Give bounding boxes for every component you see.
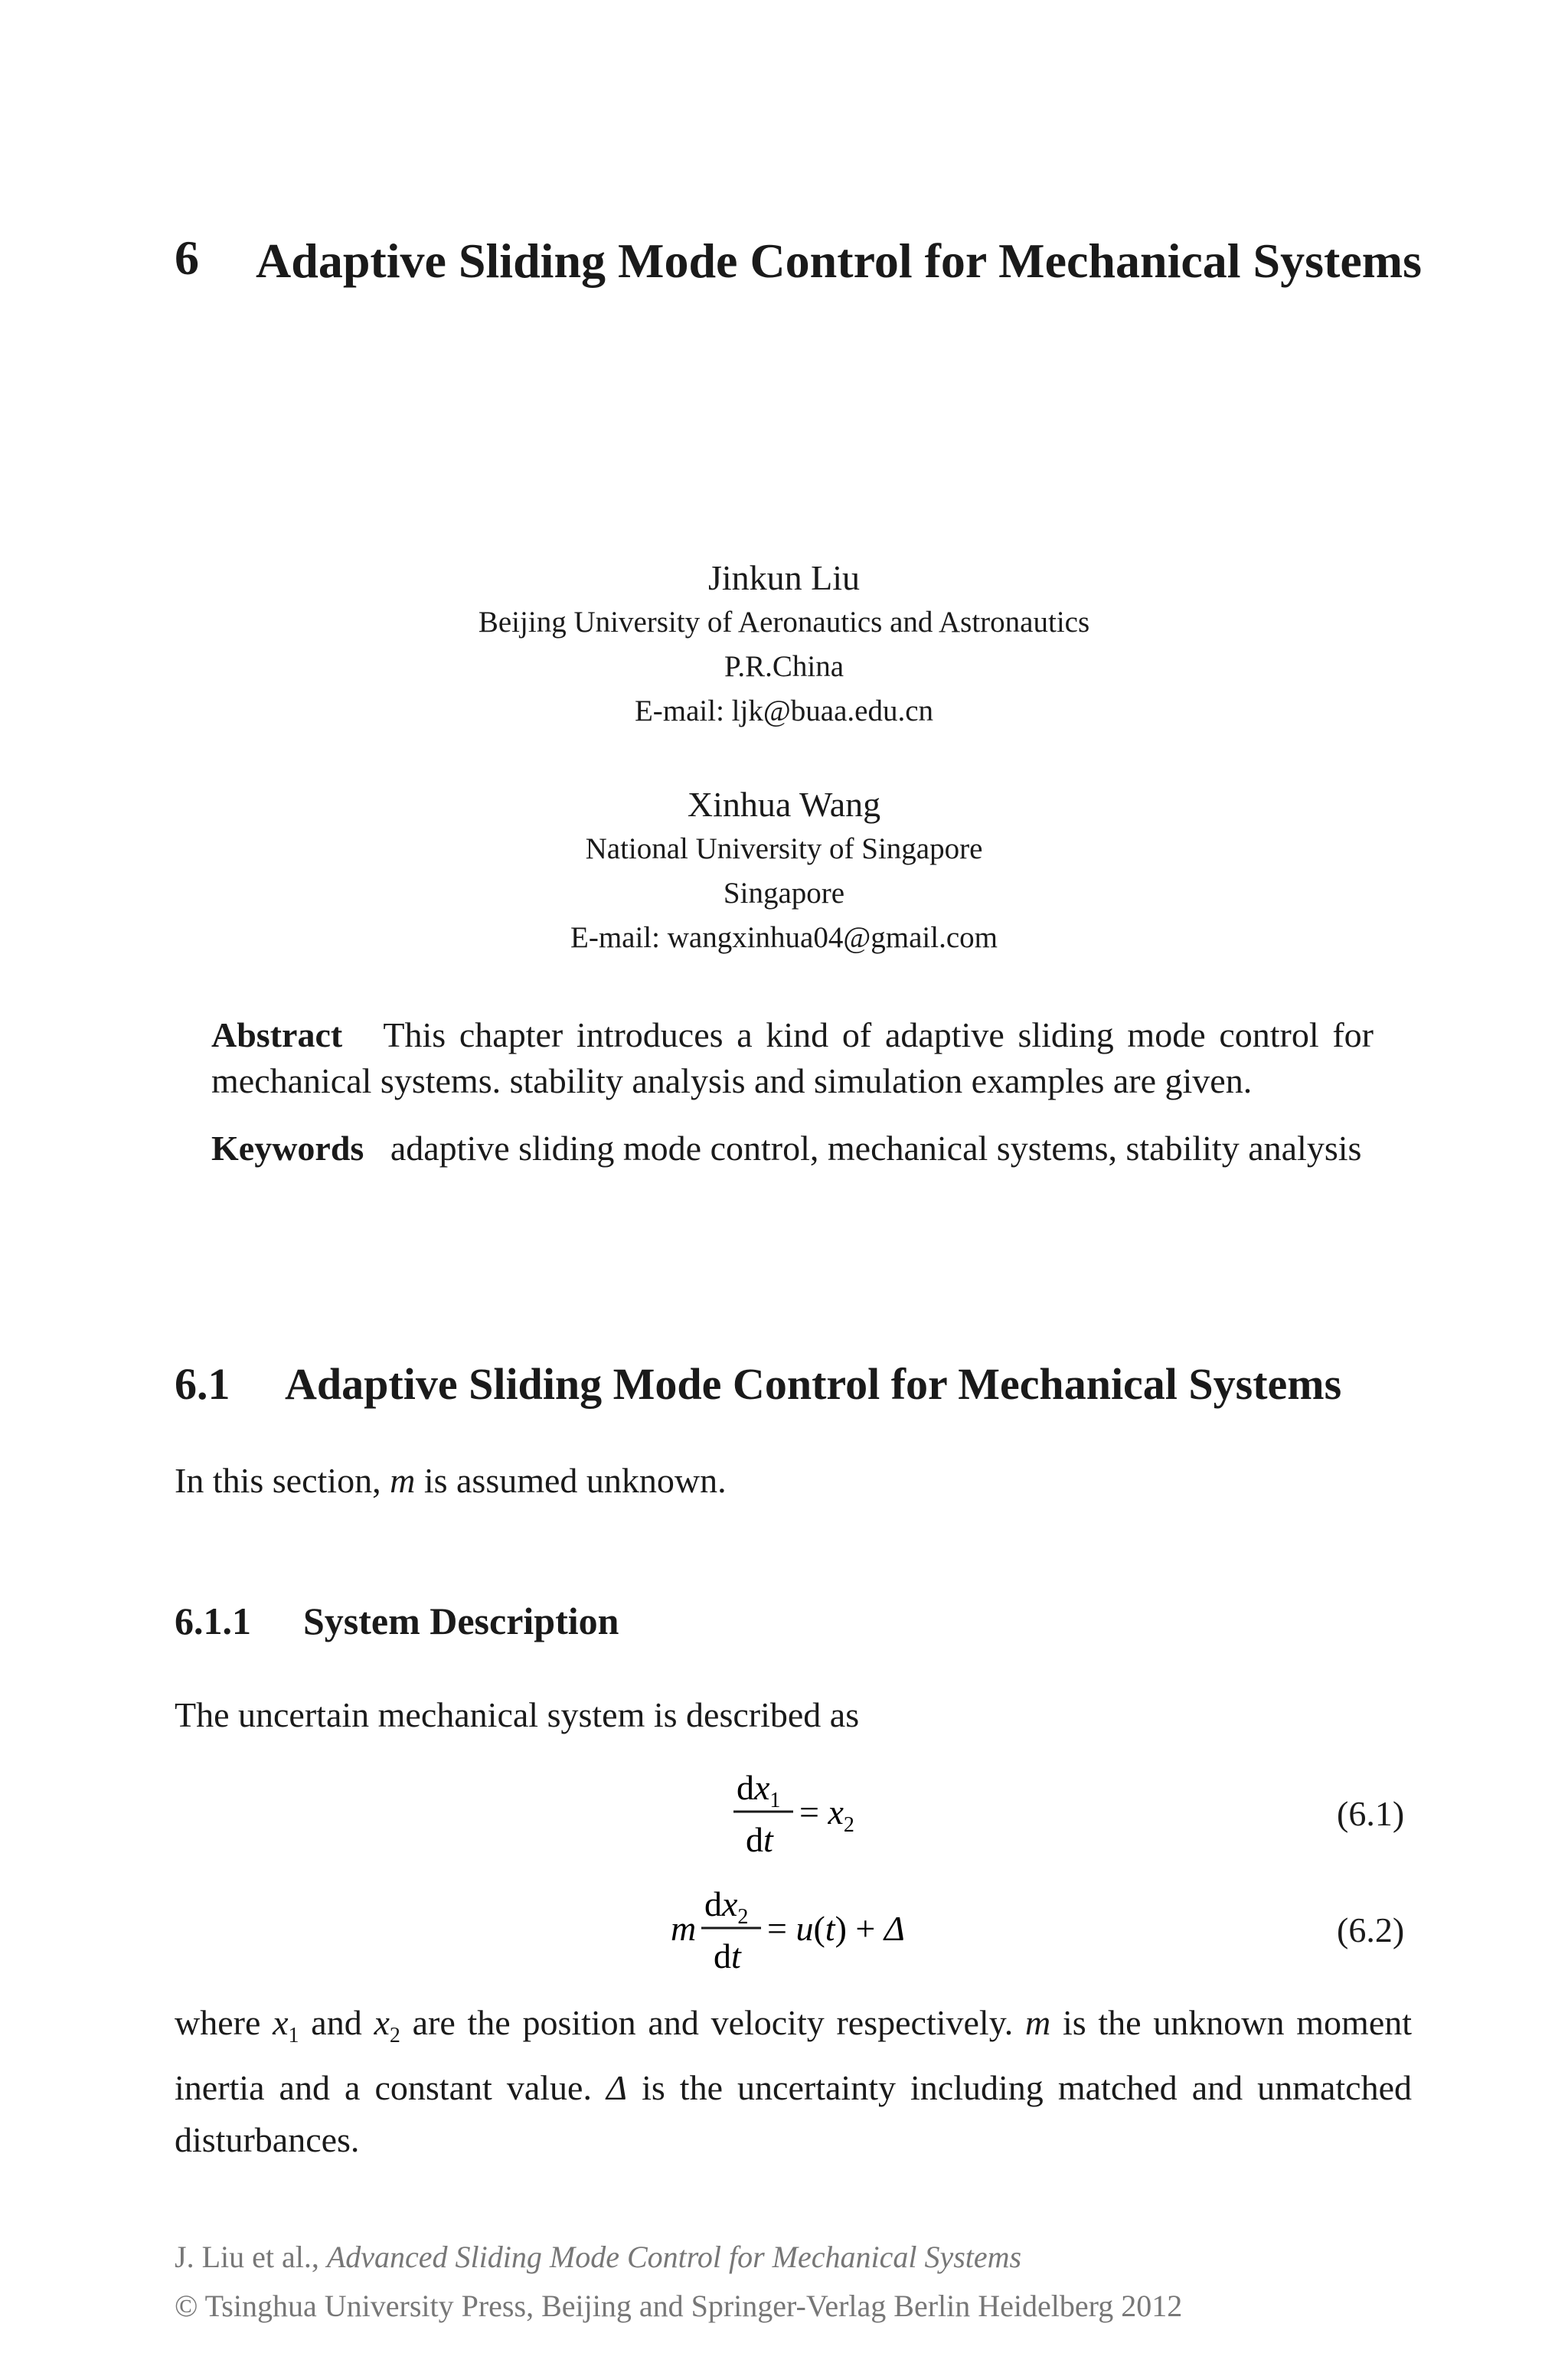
keywords <box>211 1126 1374 1172</box>
variable-description: where $x_1$ and $x_2$ are the position and velocity respectively. m is the unknown moment inertia and a constant value. Δ is the uncertainty including matched and unmatched disturbances. <box>175 2003 1413 2160</box>
section-intro-var: m <box>390 1461 416 1500</box>
author-email: E-mail: wangxinhua04@gmail.com <box>570 921 998 954</box>
desc-text: are the position and velocity respectively. <box>400 2003 1025 2042</box>
abstract-text: This chapter introduces a kind of adaptive sliding mode control for mechanical systems. stability analysis and simulation examples are given. <box>211 1015 1374 1100</box>
subsection-number: 6.1.1 <box>175 1600 251 1642</box>
abstract <box>211 1012 1374 1104</box>
author-block-2 <box>0 784 1568 965</box>
eq1-rhs: = $x_2$ <box>799 1792 854 1837</box>
footer-copyright: © Tsinghua University Press, Beijing and Springer-Verlag Berlin Heidelberg 2012 <box>175 2289 1183 2323</box>
author-block-1 <box>0 557 1568 738</box>
author-name: Jinkun Liu <box>707 558 861 597</box>
desc-text: is the unknown moment inertia and a constant value. <box>175 2003 1413 2108</box>
equation-6-2 <box>666 1877 942 1985</box>
section-title: Adaptive Sliding Mode Control for Mechanical Systems <box>285 1359 1342 1409</box>
desc-text: is the uncertainty including matched and unmatched disturbances. <box>175 2068 1412 2160</box>
eq2-numerator: $dx_2$ <box>704 1884 749 1929</box>
eq1-numerator: $dx_1$ <box>737 1768 781 1812</box>
equation-number-6-1: (6.1) <box>1337 1794 1405 1833</box>
equation-number-6-2: (6.2) <box>1337 1910 1405 1949</box>
desc-text: and <box>299 2003 374 2042</box>
author-affiliation: Beijing University of Aeronautics and Astronautics <box>478 606 1090 639</box>
eq2-m: m <box>671 1909 697 1948</box>
author-email: E-mail: ljk@buaa.edu.cn <box>634 694 934 727</box>
author-country: P.R.China <box>724 650 844 683</box>
section-number: 6.1 <box>175 1359 230 1409</box>
footer-authors: J. Liu et al., <box>175 2240 327 2274</box>
eq2-denominator: dt <box>714 1936 741 1975</box>
author-affiliation: National University of Singapore <box>585 832 983 865</box>
footer-citation <box>175 2239 1021 2275</box>
chapter-number: 6 <box>175 230 199 285</box>
subsection-title: System Description <box>303 1600 619 1642</box>
author-name: Xinhua Wang <box>687 785 881 824</box>
eq2-rhs: = u(t) + Δ <box>767 1909 905 1948</box>
section-intro <box>175 1455 727 1507</box>
abstract-label: Abstract <box>211 1015 343 1054</box>
subsection-intro: The uncertain mechanical system is described as <box>175 1695 860 1734</box>
footer-book-title: Advanced Sliding Mode Control for Mechanical Systems <box>326 2240 1022 2274</box>
chapter-title: Adaptive Sliding Mode Control for Mechanical Systems <box>256 234 1422 288</box>
section-intro-suffix: is assumed unknown. <box>415 1461 727 1500</box>
desc-text: where <box>175 2003 273 2042</box>
keywords-text: adaptive sliding mode control, mechanical systems, stability analysis <box>390 1129 1362 1168</box>
eq1-denominator: dt <box>746 1820 773 1859</box>
section-intro-prefix: In this section, <box>175 1461 390 1500</box>
keywords-label: Keywords <box>211 1129 364 1168</box>
author-country: Singapore <box>723 877 845 910</box>
equation-6-1 <box>720 1761 903 1868</box>
